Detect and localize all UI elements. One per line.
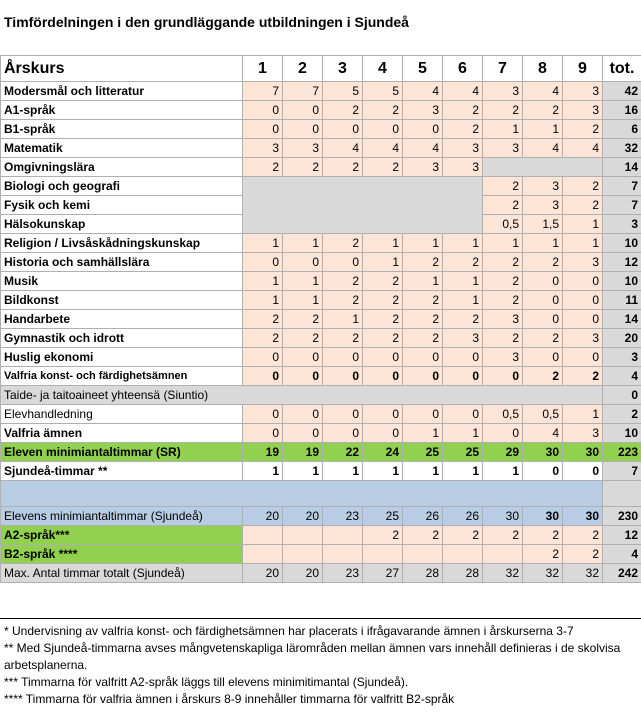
- footnotes: [0, 618, 641, 720]
- value-cell: 25: [403, 443, 443, 462]
- value-cell: 1: [443, 462, 483, 481]
- value-cell: 3: [563, 253, 603, 272]
- value-cell: 4: [443, 82, 483, 101]
- value-cell: 2: [323, 291, 363, 310]
- value-cell: 1: [523, 234, 563, 253]
- row-label: Valfria ämnen: [1, 424, 243, 443]
- value-cell: [243, 545, 283, 564]
- grade-header: 3: [323, 56, 363, 82]
- value-cell: 2: [243, 158, 283, 177]
- value-cell: 0: [523, 348, 563, 367]
- row-label: Taide- ja taitoaineet yhteensä (Siuntio): [1, 386, 603, 405]
- value-cell: 3: [483, 139, 523, 158]
- row-label: Biologi och geografi: [1, 177, 243, 196]
- value-cell: 0: [243, 424, 283, 443]
- total-cell: 230: [603, 507, 641, 526]
- value-cell: 0: [403, 367, 443, 386]
- total-cell: 4: [603, 545, 641, 564]
- value-cell: 1: [483, 234, 523, 253]
- row-label: Fysik och kemi: [1, 196, 243, 215]
- value-cell: 0: [283, 101, 323, 120]
- value-cell: 0: [323, 348, 363, 367]
- value-cell: 30: [523, 507, 563, 526]
- value-cell: 2: [483, 253, 523, 272]
- row-label: B1-språk: [1, 120, 243, 139]
- value-cell: 2: [483, 272, 523, 291]
- total-cell: 14: [603, 158, 641, 177]
- value-cell: 1: [403, 272, 443, 291]
- table-row: [1, 253, 641, 272]
- table-row: [1, 120, 641, 139]
- value-cell: 2: [443, 526, 483, 545]
- table-row: [1, 101, 641, 120]
- total-cell: 12: [603, 253, 641, 272]
- total-cell: 7: [603, 177, 641, 196]
- row-label: A1-språk: [1, 101, 243, 120]
- value-cell: 1: [443, 291, 483, 310]
- value-cell: 0: [243, 101, 283, 120]
- value-cell: 1: [403, 234, 443, 253]
- value-cell: 3: [443, 139, 483, 158]
- value-cell: 2: [523, 101, 563, 120]
- value-cell: 2: [283, 158, 323, 177]
- value-cell: 1: [243, 272, 283, 291]
- total-cell: 32: [603, 139, 641, 158]
- value-cell: 3: [403, 158, 443, 177]
- value-cell: 2: [563, 177, 603, 196]
- table-row: [1, 367, 641, 386]
- total-cell: 7: [603, 196, 641, 215]
- value-cell: 2: [243, 310, 283, 329]
- total-cell: 10: [603, 272, 641, 291]
- value-cell: 1: [363, 253, 403, 272]
- total-cell: 11: [603, 291, 641, 310]
- value-cell: 2: [563, 367, 603, 386]
- value-cell: 0: [523, 272, 563, 291]
- value-cell: [243, 526, 283, 545]
- value-cell: 23: [323, 507, 363, 526]
- value-cell: 0: [403, 120, 443, 139]
- value-cell: 24: [363, 443, 403, 462]
- value-cell: 20: [283, 564, 323, 583]
- value-cell: 0: [523, 310, 563, 329]
- value-cell: 1: [363, 234, 403, 253]
- value-cell: 2: [283, 310, 323, 329]
- value-cell: 3: [523, 196, 563, 215]
- value-cell: [483, 545, 523, 564]
- value-cell: 2: [323, 329, 363, 348]
- total-cell: 2: [603, 405, 641, 424]
- value-cell: 0: [563, 348, 603, 367]
- grade-header: 5: [403, 56, 443, 82]
- value-cell: 7: [243, 82, 283, 101]
- value-cell: 1: [403, 424, 443, 443]
- value-cell: 20: [243, 564, 283, 583]
- total-cell: 14: [603, 310, 641, 329]
- table-row: [1, 139, 641, 158]
- value-cell: 3: [443, 329, 483, 348]
- value-cell: 2: [483, 526, 523, 545]
- value-cell: 32: [483, 564, 523, 583]
- total-cell: 42: [603, 82, 641, 101]
- total-cell: 20: [603, 329, 641, 348]
- value-cell: 1: [563, 234, 603, 253]
- value-cell: 2: [403, 253, 443, 272]
- footnote: *** Timmarna för valfritt A2-språk läggs till elevens minimitimantal (Sjundeå).: [4, 675, 409, 689]
- value-cell: 0: [443, 348, 483, 367]
- empty-block: [243, 177, 483, 234]
- value-cell: 25: [443, 443, 483, 462]
- row-label: Valfria konst- och färdighetsämnen: [1, 367, 243, 386]
- row-label: Elevhandledning: [1, 405, 243, 424]
- value-cell: 19: [243, 443, 283, 462]
- table-row: [1, 545, 641, 564]
- row-label: Gymnastik och idrott: [1, 329, 243, 348]
- row-label: Max. Antal timmar totalt (Sjundeå): [1, 564, 243, 583]
- value-cell: 7: [283, 82, 323, 101]
- value-cell: 3: [483, 82, 523, 101]
- value-cell: 2: [523, 329, 563, 348]
- value-cell: 28: [443, 564, 483, 583]
- value-cell: 0: [443, 405, 483, 424]
- value-cell: 30: [483, 507, 523, 526]
- value-cell: 1: [563, 215, 603, 234]
- value-cell: 2: [483, 177, 523, 196]
- value-cell: 2: [563, 526, 603, 545]
- value-cell: 0,5: [483, 215, 523, 234]
- value-cell: 4: [363, 139, 403, 158]
- value-cell: 26: [403, 507, 443, 526]
- value-cell: 3: [563, 82, 603, 101]
- value-cell: 4: [563, 139, 603, 158]
- total-cell: 4: [603, 367, 641, 386]
- value-cell: 2: [403, 526, 443, 545]
- value-cell: 1: [443, 272, 483, 291]
- value-cell: 2: [363, 101, 403, 120]
- total-cell: 6: [603, 120, 641, 139]
- value-cell: 0,5: [523, 405, 563, 424]
- value-cell: 2: [323, 272, 363, 291]
- value-cell: 2: [363, 526, 403, 545]
- value-cell: 2: [443, 253, 483, 272]
- value-cell: [403, 545, 443, 564]
- row-label: Bildkonst: [1, 291, 243, 310]
- table-row: [1, 234, 641, 253]
- grade-header: 8: [523, 56, 563, 82]
- value-cell: 1: [403, 462, 443, 481]
- value-cell: 2: [403, 291, 443, 310]
- value-cell: 2: [243, 329, 283, 348]
- value-cell: 0: [523, 291, 563, 310]
- empty-block: [483, 158, 603, 177]
- value-cell: 2: [523, 526, 563, 545]
- value-cell: 0: [283, 348, 323, 367]
- value-cell: 2: [523, 253, 563, 272]
- value-cell: 26: [443, 507, 483, 526]
- value-cell: 29: [483, 443, 523, 462]
- total-cell: 12: [603, 526, 641, 545]
- table-row: [1, 405, 641, 424]
- value-cell: 3: [563, 424, 603, 443]
- value-cell: 0: [323, 405, 363, 424]
- value-cell: 0: [243, 405, 283, 424]
- value-cell: 3: [563, 101, 603, 120]
- table-row: [1, 386, 641, 405]
- value-cell: 2: [483, 329, 523, 348]
- value-cell: 0: [403, 348, 443, 367]
- value-cell: 3: [283, 139, 323, 158]
- value-cell: 2: [363, 291, 403, 310]
- value-cell: 5: [363, 82, 403, 101]
- table-row: [1, 443, 641, 462]
- grade-header: 2: [283, 56, 323, 82]
- table-row: [1, 177, 641, 196]
- value-cell: 1: [283, 234, 323, 253]
- value-cell: 2: [443, 101, 483, 120]
- value-cell: 3: [483, 348, 523, 367]
- value-cell: 1: [243, 291, 283, 310]
- value-cell: 2: [363, 329, 403, 348]
- value-cell: 1: [323, 310, 363, 329]
- table-row: [1, 310, 641, 329]
- value-cell: 28: [403, 564, 443, 583]
- value-cell: 0: [563, 462, 603, 481]
- value-cell: 1: [283, 291, 323, 310]
- value-cell: 2: [483, 291, 523, 310]
- value-cell: 30: [523, 443, 563, 462]
- value-cell: 0: [363, 348, 403, 367]
- row-label: Omgivningslära: [1, 158, 243, 177]
- value-cell: 0: [443, 367, 483, 386]
- footnote: * Undervisning av valfria konst- och färdighetsämnen har placerats i ifrågavarande ämnen i årskurserna 3-7: [4, 624, 574, 638]
- value-cell: 2: [323, 101, 363, 120]
- row-label: B2-språk ****: [1, 545, 243, 564]
- table-row: [1, 272, 641, 291]
- footnote: **** Timmarna för valfria ämnen i årskurs 8-9 innehåller timmarna för valfritt B2-språk: [4, 692, 455, 706]
- blue-spacer-total: [603, 481, 641, 507]
- value-cell: 0: [243, 348, 283, 367]
- row-label: A2-språk***: [1, 526, 243, 545]
- table-row: [1, 348, 641, 367]
- value-cell: 0: [283, 253, 323, 272]
- value-cell: [323, 545, 363, 564]
- value-cell: 4: [403, 139, 443, 158]
- grade-header: 4: [363, 56, 403, 82]
- value-cell: 0: [363, 405, 403, 424]
- value-cell: 0: [323, 253, 363, 272]
- grade-header: 6: [443, 56, 483, 82]
- row-label: Handarbete: [1, 310, 243, 329]
- value-cell: 2: [483, 196, 523, 215]
- total-cell: 223: [603, 443, 641, 462]
- value-cell: 3: [523, 177, 563, 196]
- row-label: Modersmål och litteratur: [1, 82, 243, 101]
- blue-spacer: [1, 481, 603, 507]
- value-cell: 2: [443, 310, 483, 329]
- value-cell: 0: [283, 424, 323, 443]
- row-label: Hälsokunskap: [1, 215, 243, 234]
- row-label: Elevens minimiantaltimmar (Sjundeå): [1, 507, 243, 526]
- value-cell: 1: [443, 424, 483, 443]
- total-cell: 0: [603, 386, 641, 405]
- value-cell: 4: [523, 424, 563, 443]
- value-cell: 0,5: [483, 405, 523, 424]
- table-row: [1, 291, 641, 310]
- value-cell: 4: [403, 82, 443, 101]
- value-cell: 25: [363, 507, 403, 526]
- value-cell: 0: [243, 120, 283, 139]
- value-cell: 27: [363, 564, 403, 583]
- value-cell: 23: [323, 564, 363, 583]
- value-cell: 0: [483, 424, 523, 443]
- table-row: [1, 507, 641, 526]
- value-cell: 0: [283, 405, 323, 424]
- value-cell: 0: [363, 120, 403, 139]
- table-row: [1, 564, 641, 583]
- value-cell: 1: [563, 405, 603, 424]
- total-header: tot.: [603, 56, 641, 82]
- spacer-row: [1, 481, 641, 507]
- value-cell: 2: [443, 120, 483, 139]
- timetable-grid: [0, 55, 641, 583]
- grade-header: 9: [563, 56, 603, 82]
- total-cell: 10: [603, 234, 641, 253]
- value-cell: 1: [243, 462, 283, 481]
- value-cell: 32: [523, 564, 563, 583]
- value-cell: 1: [243, 234, 283, 253]
- value-cell: 22: [323, 443, 363, 462]
- value-cell: 0: [363, 367, 403, 386]
- row-label: Huslig ekonomi: [1, 348, 243, 367]
- value-cell: 3: [443, 158, 483, 177]
- value-cell: 1: [443, 234, 483, 253]
- row-label: Musik: [1, 272, 243, 291]
- value-cell: 3: [243, 139, 283, 158]
- value-cell: 30: [563, 507, 603, 526]
- value-cell: 0: [563, 291, 603, 310]
- value-cell: 0: [483, 367, 523, 386]
- table-row: [1, 462, 641, 481]
- value-cell: 1: [483, 120, 523, 139]
- value-cell: 0: [283, 120, 323, 139]
- header-label: Årskurs: [1, 56, 243, 82]
- value-cell: 5: [323, 82, 363, 101]
- table-row: [1, 526, 641, 545]
- value-cell: 3: [563, 329, 603, 348]
- row-label: Sjundeå-timmar **: [1, 462, 243, 481]
- value-cell: 32: [563, 564, 603, 583]
- value-cell: 1: [323, 462, 363, 481]
- footnote: ** Med Sjundeå-timmarna avses mångvetenskapliga lärområden mellan ämnen vars innehåll definieras i de skolvisa arbetsplanerna.: [4, 641, 621, 672]
- value-cell: 19: [283, 443, 323, 462]
- value-cell: 4: [323, 139, 363, 158]
- total-cell: 242: [603, 564, 641, 583]
- value-cell: 2: [283, 329, 323, 348]
- value-cell: 0: [283, 367, 323, 386]
- value-cell: 2: [403, 329, 443, 348]
- row-label: Eleven minimiantaltimmar (SR): [1, 443, 243, 462]
- value-cell: 2: [563, 545, 603, 564]
- value-cell: 2: [523, 545, 563, 564]
- value-cell: 0: [243, 367, 283, 386]
- value-cell: [283, 545, 323, 564]
- table-row: [1, 329, 641, 348]
- value-cell: 0: [323, 120, 363, 139]
- value-cell: 4: [523, 139, 563, 158]
- value-cell: 0: [323, 367, 363, 386]
- total-cell: 10: [603, 424, 641, 443]
- value-cell: 2: [323, 158, 363, 177]
- table-row: [1, 158, 641, 177]
- header-row: [1, 56, 641, 82]
- total-cell: 3: [603, 215, 641, 234]
- value-cell: 2: [563, 120, 603, 139]
- row-label: Matematik: [1, 139, 243, 158]
- total-cell: 7: [603, 462, 641, 481]
- value-cell: 20: [243, 507, 283, 526]
- value-cell: 30: [563, 443, 603, 462]
- value-cell: 2: [563, 196, 603, 215]
- total-cell: 16: [603, 101, 641, 120]
- value-cell: 2: [323, 234, 363, 253]
- value-cell: 0: [363, 424, 403, 443]
- page-title: Timfördelningen i den grundläggande utbildningen i Sjundeå: [4, 14, 409, 30]
- value-cell: [323, 526, 363, 545]
- value-cell: 2: [483, 101, 523, 120]
- value-cell: 1: [283, 462, 323, 481]
- row-label: Religion / Livsåskådningskunskap: [1, 234, 243, 253]
- value-cell: 0: [563, 310, 603, 329]
- value-cell: [283, 526, 323, 545]
- table-row: [1, 424, 641, 443]
- value-cell: 2: [363, 158, 403, 177]
- value-cell: 0: [323, 424, 363, 443]
- table-row: [1, 82, 641, 101]
- value-cell: 1: [363, 462, 403, 481]
- row-label: Historia och samhällslära: [1, 253, 243, 272]
- total-cell: 3: [603, 348, 641, 367]
- value-cell: 3: [403, 101, 443, 120]
- value-cell: 2: [363, 310, 403, 329]
- value-cell: 20: [283, 507, 323, 526]
- value-cell: 0: [403, 405, 443, 424]
- value-cell: 4: [523, 82, 563, 101]
- value-cell: 0: [243, 253, 283, 272]
- value-cell: 3: [483, 310, 523, 329]
- grade-header: 1: [243, 56, 283, 82]
- value-cell: 1: [483, 462, 523, 481]
- value-cell: [363, 545, 403, 564]
- value-cell: 1: [523, 120, 563, 139]
- value-cell: 2: [403, 310, 443, 329]
- grade-header: 7: [483, 56, 523, 82]
- value-cell: 1: [283, 272, 323, 291]
- value-cell: [443, 545, 483, 564]
- value-cell: 2: [523, 367, 563, 386]
- value-cell: 2: [363, 272, 403, 291]
- value-cell: 1,5: [523, 215, 563, 234]
- value-cell: 0: [563, 272, 603, 291]
- value-cell: 0: [523, 462, 563, 481]
